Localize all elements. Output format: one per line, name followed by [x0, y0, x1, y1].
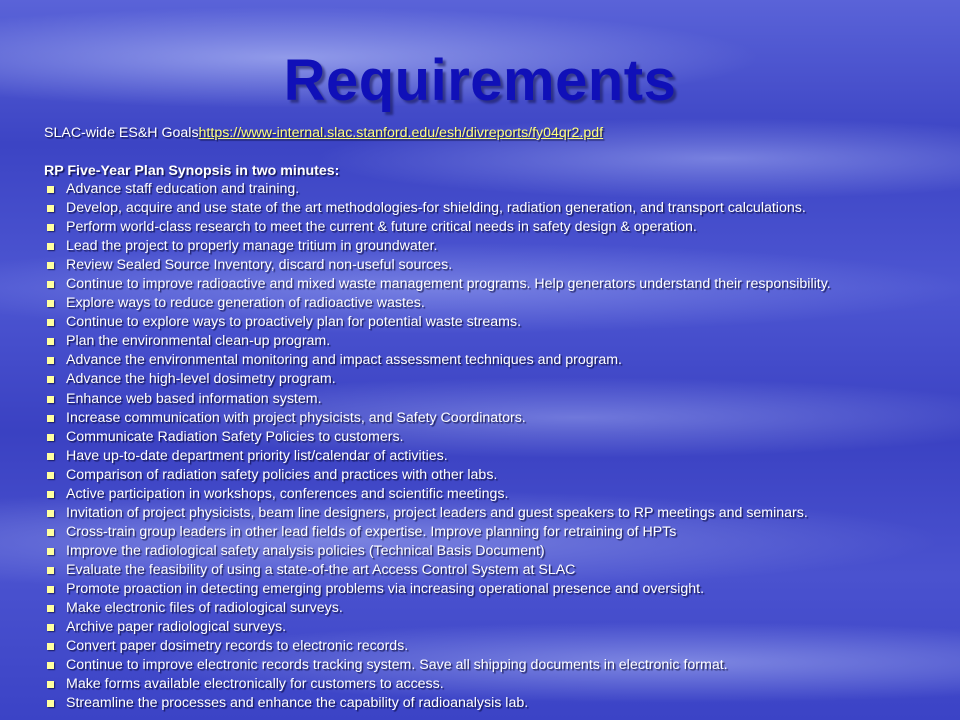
list-item — [44, 332, 944, 351]
goals-line — [44, 124, 944, 142]
list-item-text: Improve the radiological safety analysis policies (Technical Basis Document) — [66, 542, 545, 559]
list-item — [44, 580, 944, 599]
square-bullet-icon — [47, 700, 54, 707]
goals-link[interactable]: https://www-internal.slac.stanford.edu/esh/divreports/fy04qr2.pdf — [198, 125, 604, 141]
list-item — [44, 485, 944, 504]
list-item-text: Advance staff education and training. — [66, 181, 300, 197]
list-item — [44, 523, 944, 542]
list-item-text: Enhance web based information system. — [66, 390, 322, 407]
square-bullet-icon — [47, 586, 54, 593]
list-item — [44, 466, 944, 485]
list-item-text: Active participation in workshops, conferences and scientific meetings. — [66, 485, 509, 502]
list-item — [44, 256, 944, 275]
list-item — [44, 542, 944, 561]
list-item-text: Cross-train group leaders in other lead fields of expertise. Improve planning for retraining of HPTs — [66, 523, 677, 540]
square-bullet-icon — [47, 376, 54, 383]
list-item-text: Communicate Radiation Safety Policies to customers. — [66, 428, 404, 445]
requirements-list — [44, 180, 944, 713]
list-item-text: Review Sealed Source Inventory, discard non-useful sources. — [66, 257, 453, 274]
slide-content — [44, 124, 944, 713]
square-bullet-icon — [47, 624, 54, 631]
list-item — [44, 618, 944, 637]
list-item — [44, 428, 944, 447]
list-item — [44, 237, 944, 256]
square-bullet-icon — [47, 224, 54, 231]
list-item — [44, 656, 944, 675]
list-item-text: Increase communication with project physicists, and Safety Coordinators. — [66, 409, 526, 426]
list-item-text: Make forms available electronically for customers to access. — [66, 676, 444, 693]
list-item — [44, 390, 944, 409]
square-bullet-icon — [47, 300, 54, 307]
square-bullet-icon — [47, 243, 54, 250]
list-item-text: Convert paper dosimetry records to electronic records. — [66, 638, 409, 655]
list-item-text: Plan the environmental clean-up program. — [66, 333, 331, 350]
square-bullet-icon — [47, 548, 54, 555]
square-bullet-icon — [47, 262, 54, 269]
list-item-text: Perform world-class research to meet the current & future critical needs in safety design & operation. — [66, 219, 697, 236]
list-item-text: Continue to explore ways to proactively plan for potential waste streams. — [66, 314, 522, 331]
square-bullet-icon — [47, 357, 54, 364]
list-item — [44, 199, 944, 218]
slide-title: Requirements — [283, 48, 677, 113]
list-item — [44, 561, 944, 580]
list-item — [44, 370, 944, 389]
list-item-text: Evaluate the feasibility of using a state-of-the art Access Control System at SLAC — [66, 561, 576, 578]
list-item-text: Lead the project to properly manage tritium in groundwater. — [66, 238, 438, 255]
list-item-text: Advance the environmental monitoring and impact assessment techniques and program. — [66, 352, 622, 369]
list-item-text: Develop, acquire and use state of the art methodologies-for shielding, radiation generation, and transport calculations. — [66, 200, 806, 217]
square-bullet-icon — [47, 396, 54, 403]
square-bullet-icon — [47, 186, 54, 193]
list-item-text: Have up-to-date department priority list/calendar of activities. — [66, 447, 448, 464]
list-item — [44, 313, 944, 332]
list-item — [44, 218, 944, 237]
square-bullet-icon — [47, 662, 54, 669]
list-item-text: Comparison of radiation safety policies and practices with other labs. — [66, 466, 498, 483]
list-item — [44, 675, 944, 694]
square-bullet-icon — [47, 472, 54, 479]
list-item — [44, 447, 944, 466]
list-item-text: Continue to improve electronic records tracking system. Save all shipping documents in electronic format. — [66, 657, 728, 674]
square-bullet-icon — [47, 529, 54, 536]
goals-label: SLAC-wide ES&H Goals — [44, 125, 199, 141]
square-bullet-icon — [47, 205, 54, 212]
spacer — [44, 142, 944, 162]
square-bullet-icon — [47, 434, 54, 441]
square-bullet-icon — [47, 643, 54, 650]
list-item-text: Archive paper radiological surveys. — [66, 619, 287, 636]
list-item — [44, 180, 944, 199]
square-bullet-icon — [47, 491, 54, 498]
synopsis-heading: RP Five-Year Plan Synopsis in two minutes: — [44, 163, 340, 179]
list-item-text: Advance the high-level dosimetry program. — [66, 371, 336, 388]
square-bullet-icon — [47, 319, 54, 326]
square-bullet-icon — [47, 281, 54, 288]
list-item-text: Promote proaction in detecting emerging problems via increasing operational presence and oversight. — [66, 580, 705, 597]
list-item — [44, 409, 944, 428]
square-bullet-icon — [47, 415, 54, 422]
list-item — [44, 694, 944, 713]
list-item — [44, 637, 944, 656]
list-item — [44, 294, 944, 313]
list-item — [44, 599, 944, 618]
square-bullet-icon — [47, 510, 54, 517]
list-item — [44, 351, 944, 370]
square-bullet-icon — [47, 681, 54, 688]
square-bullet-icon — [47, 567, 54, 574]
list-item — [44, 275, 944, 294]
list-item-text: Explore ways to reduce generation of radioactive wastes. — [66, 295, 425, 312]
square-bullet-icon — [47, 453, 54, 460]
list-item-text: Invitation of project physicists, beam line designers, project leaders and guest speakers to RP meetings and seminars. — [66, 504, 808, 521]
square-bullet-icon — [47, 338, 54, 345]
list-item — [44, 504, 944, 523]
square-bullet-icon — [47, 605, 54, 612]
list-item-text: Streamline the processes and enhance the capability of radioanalysis lab. — [66, 695, 529, 712]
list-item-text: Continue to improve radioactive and mixed waste management programs. Help generators understand their responsibility. — [66, 276, 831, 293]
list-item-text: Make electronic files of radiological surveys. — [66, 600, 343, 617]
